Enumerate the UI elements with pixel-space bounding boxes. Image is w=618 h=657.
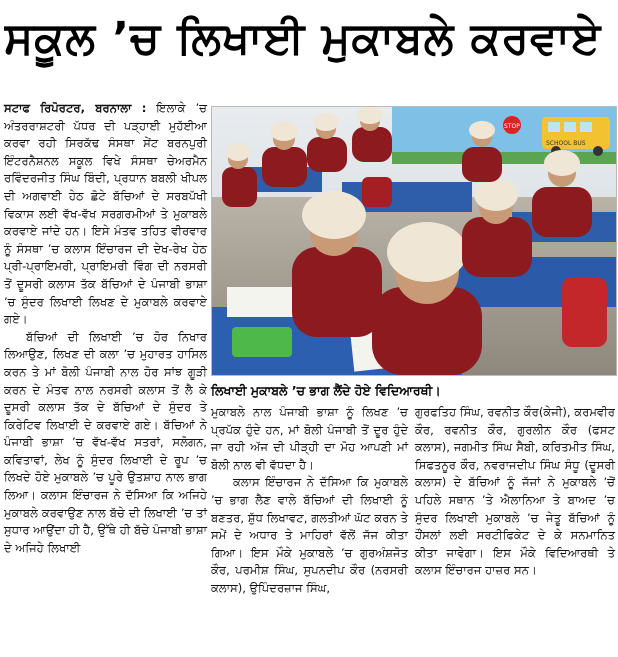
intro-text: ਇਲਾਕੇ ’ਚ ਅੰਤਰਰਾਸ਼ਟਰੀ ਪੱਧਰ ਦੀ ਪੜ੍ਹਾਈ ਮੁਹੱਈਆ ਕਰਵਾ ਰਹੀ ਸਿਰਕੱਢ ਸੰਸਥਾ ਸੇਂਟ ਬਰਨਪੁਰੀ ਇੰਟਰਨੈਸ਼ਨਲ ਸਕੂਲ ਵਿਖੇ ਸੰਸਥਾ ਚੇਅਰਮੈਨ ਰਵਿੰਦਰਜੀਤ ਸਿੰਘ ਬਿੰਦੀ, ਪ੍ਰਧਾਨ ਬਬਲੀ ਖੀਪਲ ਦੀ ਅਗਵਾਈ ਹੇਠ ਛੋਟੇ ਬੱਚਿਆਂ ਦੇ ਸਰਬਪੱਖੀ ਵਿਕਾਸ ਲਈ ਵੱਖ-ਵੱਖ ਸਰਗਰਮੀਆਂ ਤੇ ਮੁਕਾਬਲੇ ਕਰਵਾਏ ਜਾਂਦੇ ਹਨ। ਇਸੇ ਮੰਤਵ ਤਹਿਤ ਵੀਰਵਾਰ ਨੂੰ ਸੰਸਥਾ ’ਚ ਕਲਾਸ ਇੰਚਾਰਜ ਦੀ ਦੇਖ-ਰੇਖ ਹੇਠ ਪ੍ਰੀ-ਪ੍ਰਾਇਮਰੀ, ਪ੍ਰਾਇਮਰੀ ਵਿੰਗ ਦੀ ਨਰਸਰੀ ਤੋਂ ਦੂਸਰੀ ਕਲਾਸ ਤੱਕ ਬੱਚਿਆਂ ਦੇ ਪੰਜਾਬੀ ਭਾਸ਼ਾ ’ਚ ਸੁੰਦਰ ਲਿਖਾਈ ਲਿਖਣ ਦੇ ਮੁਕਾਬਲੇ ਕਰਵਾਏ ਗਏ। (4, 101, 207, 327)
pencil-box (232, 327, 292, 357)
bus-label: SCHOOL BUS (546, 140, 586, 147)
headline: ਸਕੂਲ ’ਚ ਲਿਖਾਈ ਮੁਕਾਬਲੇ ਕਰਵਾਏ (4, 13, 602, 64)
column-2-paragraph-1: ਮੁਕਾਬਲੇ ਨਾਲ ਪੰਜਾਬੀ ਭਾਸ਼ਾ ਨੂੰ ਲਿਖਣ ’ਚ ਪ੍ਰਪੱਕ ਹੁੰਦੇ ਹਨ, ਮਾਂ ਬੋਲੀ ਪੰਜਾਬੀ ਤੋਂ ਦੂਰ ਹੁੰਦੇ ਜਾ ਰਹੀ ਅੱਜ ਦੀ ਪੀੜ੍ਹੀ ਦਾ ਮੋਹ ਆਪਣੀ ਮਾਂ ਬੋਲੀ ਨਾਲ ਵੀ ਵੱਧਦਾ ਹੈ। (211, 405, 408, 472)
column-2 (211, 404, 408, 598)
backpack (562, 277, 607, 347)
stop-sign (503, 116, 521, 134)
column-3-paragraph-1: ਗੁਰਫਤਿਹ ਸਿੰਘ, ਰਵਨੀਤ ਕੌਰ(ਕੇਜੀ), ਕਰਮਵੀਰ ਕੌਰ, ਰਵਨੀਤ ਕੌਰ, ਗੁਰਲੀਨ ਕੌਰ (ਫਸਟ ਕਲਾਸ), ਜਗਮੀਤ ਸਿੰਘ ਸੈਬੀ, ਕਰਿਤਮੀਤ ਸਿੰਘ, ਸਿਫਤਨੂਰ ਕੌਰ, ਨਵਰਾਜਦੀਪ ਸਿੰਘ ਸੰਧੂ (ਦੂਸਰੀ ਕਲਾਸ) ਦੇ ਬੱਚਿਆਂ ਨੂੰ ਜੱਜਾਂ ਨੇ ਮੁਕਾਬਲੇ ’ਚੋਂ ਪਹਿਲੇ ਸਥਾਨ ’ਤੇ ਐਲਾਨਿਆ ਤੇ ਬਾਅਦ ’ਚ ਸੁੰਦਰ ਲਿਖਾਈ ਮੁਕਾਬਲੇ ’ਚ ਜੇਤੂ ਬੱਚਿਆਂ ਨੂੰ ਹੌਂਸਲਾਂ ਲਈ ਸਰਟੀਫਿਕੇਟ ਦੇ ਕੇ ਸਨਮਾਨਿਤ ਕੀਤਾ ਜਾਵੇਗਾ। ਇਸ ਮੌਕੇ ਵਿਦਿਆਰਥੀ ਤੇ ਕਲਾਸ ਇੰਚਾਰਜ ਹਾਜ਼ਰ ਸਨ। (415, 405, 615, 578)
photo-caption: ਲਿਖਾਈ ਮੁਕਾਬਲੇ ’ਚ ਭਾਗ ਲੈਂਦੇ ਹੋਏ ਵਿਦਿਆਰਥੀ। (211, 383, 441, 398)
column-3 (415, 404, 615, 580)
column-2-paragraph-2: ਕਲਾਸ ਇੰਚਾਰਜ ਨੇ ਦੱਸਿਆ ਕਿ ਮੁਕਾਬਲੇ ’ਚ ਭਾਗ ਲੈਣ ਵਾਲੇ ਬੱਚਿਆਂ ਦੀ ਲਿਖਾਈ ਨੂੰ ਬਣਤਰ, ਸ਼ੁੱਧ ਲਿਖਾਵਟ, ਗਲਤੀਆਂ ਘੱਟ ਕਰਨ ਤੇ ਸਮੇਂ ਦੇ ਅਧਾਰ ਤੇ ਮਾਹਿਰਾਂ ਵੱਲੋਂ ਜੱਜ ਕੀਤਾ ਗਿਆ। ਇਸ ਮੌਕੇ ਮੁਕਾਬਲੇ ’ਚ ਗੁਰਅੰਸ਼ਜੋਤ ਕੌਰ, ਪਰਮੀਸ਼ ਸਿੰਘ, ਸੁਪਨਦੀਪ ਕੌਰ (ਨਰਸਰੀ ਕਲਾਸ), ਉਪਿੰਦਰਜ਼ਾਜ ਸਿੰਘ, (211, 475, 408, 595)
stop-sign-text: STOP (504, 123, 520, 130)
classroom-illustration (212, 107, 616, 375)
intro-paragraph (4, 100, 207, 329)
byline: ਸਟਾਫ ਰਿਪੋਰਟਰ, ਬਰਨਾਲਾ : (4, 101, 147, 115)
classroom-photo (211, 106, 617, 376)
column-1 (4, 100, 207, 557)
paragraph-2: ਬੱਚਿਆਂ ਦੀ ਲਿਖਾਈ ’ਚ ਹੋਰ ਨਿਖਾਰ ਲਿਆਉਣ, ਲਿਖਣ ਦੀ ਕਲਾ ’ਚ ਮੁਹਾਰਤ ਹਾਸਿਲ ਕਰਨ ਤੇ ਮਾਂ ਬੋਲੀ ਪੰਜਾਬੀ ਨਾਲ ਹੋਰ ਸਾਂਝ ਗੂੜੀ ਕਰਨ ਦੇ ਮੰਤਵ ਨਾਲ ਨਰਸਰੀ ਕਲਾਸ ਤੋਂ ਲੈ ਕੇ ਦੂਸਰੀ ਕਲਾਸ ਤੱਕ ਦੇ ਬੱਚਿਆਂ ਦੇ ਸੁੰਦਰ ਤੇ ਕਿਰੇਟਿਵ ਲਿਖਾਈ ਦੇ ਕਰਵਾਏ ਗਏ। ਬੱਚਿਆਂ ਨੇ ਪੰਜਾਬੀ ਭਾਸ਼ਾ ’ਚ ਵੱਖ-ਵੱਖ ਸਤਰਾਂ, ਸਲੋਗਨ, ਕਵਿਤਾਵਾਂ, ਲੇਖ ਨੂੰ ਸੁੰਦਰ ਲਿਖਾਈ ਦੇ ਰੂਪ ’ਚ ਲਿਖਦੇ ਹੋਏ ਮੁਕਾਬਲੇ ’ਚ ਪੂਰੇ ਉਤਸ਼ਾਹ ਨਾਲ ਭਾਗ ਲਿਆ। ਕਲਾਸ ਇੰਚਾਰਜ ਨੇ ਦੱਸਿਆ ਕਿ ਅਜਿਹੇ ਮੁਕਾਬਲੇ ਕਰਵਾਉਣ ਨਾਲ ਬੱਚੇ ਦੀ ਲਿਖਾਈ ’ਚ ਤਾਂ ਸੁਧਾਰ ਆਉਂਦਾ ਹੀ ਹੈ, ਉੱਥੇ ਹੀ ਬੱਚੇ ਪੰਜਾਬੀ ਭਾਸ਼ਾ ਦੇ ਅਜਿਹੇ ਲਿਖਾਈ (4, 329, 207, 555)
